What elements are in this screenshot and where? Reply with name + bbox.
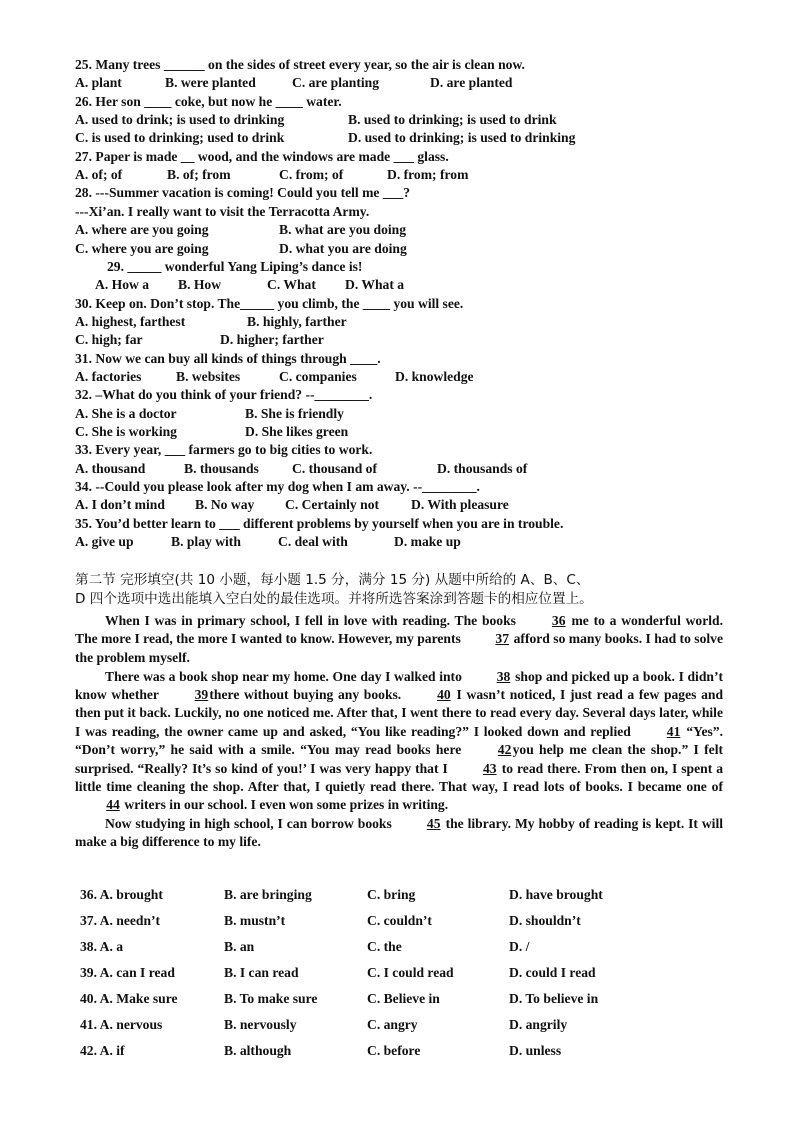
option-row <box>75 423 725 441</box>
answer-option[interactable]: D. used to drinking; is used to drinking <box>348 130 576 146</box>
question-stem: 28. ---Summer vacation is coming! Could you tell me ___? <box>75 185 411 201</box>
blank-40[interactable]: 40 <box>437 686 451 702</box>
answer-option[interactable]: B. although <box>224 1043 292 1058</box>
answer-option[interactable]: D. She likes green <box>245 424 349 439</box>
answer-option[interactable]: B. what are you doing <box>279 222 407 238</box>
option-row <box>75 496 725 514</box>
answer-option[interactable]: D. have brought <box>509 887 603 902</box>
answer-option[interactable]: D. / <box>509 939 530 954</box>
question-stem: 35. You’d better learn to ___ different problems by yourself when you are in trouble. <box>75 515 564 531</box>
answer-option[interactable]: B. I can read <box>224 965 299 980</box>
blank-43[interactable]: 43 <box>482 760 497 776</box>
blank-36[interactable]: 36 <box>551 613 566 628</box>
blank-45[interactable]: 45 <box>426 816 441 832</box>
answer-option[interactable]: C. high; far <box>75 332 143 348</box>
answer-option[interactable]: C. companies <box>279 368 357 384</box>
cloze-passage <box>75 612 723 852</box>
question-stem: 29. _____ wonderful Yang Liping’s dance is! <box>107 258 363 274</box>
answer-option[interactable]: C. where you are going <box>75 240 209 256</box>
answer-option[interactable]: C. deal with <box>278 534 348 550</box>
question-stem: 34. --Could you please look after my dog when I am away. --________. <box>75 479 480 495</box>
option-row <box>75 368 725 386</box>
answer-option[interactable]: B. mustn’t <box>224 913 286 928</box>
answer-option[interactable]: D. higher; farther <box>220 332 324 348</box>
blank-39[interactable]: 39 <box>194 686 209 702</box>
question-stem: 31. Now we can buy all kinds of things through ____. <box>75 350 381 366</box>
answer-option[interactable]: 41. A. nervous <box>80 1017 163 1032</box>
option-row <box>75 405 725 423</box>
option-row <box>75 276 725 294</box>
answer-option[interactable]: A. thousand <box>75 460 146 476</box>
answer-option[interactable]: A. give up <box>75 534 134 550</box>
blank-41[interactable]: 41 <box>666 723 681 739</box>
question-stem: 26. Her son ____ coke, but now he ____ water. <box>75 93 342 109</box>
question-stem: 27. Paper is made __ wood, and the windows are made ___ glass. <box>75 148 449 164</box>
answer-option[interactable]: C. thousand of <box>292 460 377 476</box>
question-stem: 32. –What do you think of your friend? --________. <box>75 387 373 403</box>
answer-option[interactable]: D. could I read <box>509 965 596 980</box>
answer-option[interactable]: D. are planted <box>430 75 513 91</box>
answer-option[interactable]: D. from; from <box>387 167 469 183</box>
answer-row <box>80 1016 730 1034</box>
blank-42[interactable]: 42 <box>497 742 512 758</box>
passage-paragraph-3 <box>75 815 723 852</box>
answer-option[interactable]: A. used to drink; is used to drinking <box>75 112 285 128</box>
answer-option[interactable]: C. angry <box>367 1017 418 1032</box>
passage-text: writers in our school. I even won some prizes in writing. <box>121 797 449 813</box>
passage-text: there without buying any books. <box>209 686 406 702</box>
answer-option[interactable]: C. Believe in <box>367 991 440 1006</box>
option-row <box>75 221 725 239</box>
answer-option[interactable]: 36. A. brought <box>80 887 163 902</box>
answer-option[interactable]: A. highest, farthest <box>75 313 186 329</box>
answer-row <box>80 912 730 930</box>
answer-option[interactable]: C. What <box>267 277 316 293</box>
answer-option[interactable]: A. factories <box>75 368 142 384</box>
option-row <box>75 533 725 551</box>
answer-option[interactable]: 42. A. if <box>80 1043 125 1058</box>
answer-row <box>80 1042 730 1060</box>
answer-option[interactable]: D. What a <box>345 277 405 293</box>
answer-row <box>80 990 730 1008</box>
answer-option[interactable]: C. bring <box>367 887 416 902</box>
answer-option[interactable]: D. what you are doing <box>279 240 407 256</box>
answer-option[interactable]: B. were planted <box>165 75 256 91</box>
question-stem: 30. Keep on. Don’t stop. The_____ you climb, the ____ you will see. <box>75 295 464 311</box>
passage-text: the library. My hobby of reading is kept. It will make a big difference to my life. <box>75 816 724 850</box>
answer-option[interactable]: B. highly, farther <box>247 313 347 329</box>
section-heading <box>75 571 725 609</box>
option-row <box>75 331 725 349</box>
blank-37[interactable]: 37 <box>495 631 509 647</box>
option-row <box>75 313 725 331</box>
answer-option[interactable]: B. thousands <box>184 460 259 476</box>
answer-option[interactable]: B. nervously <box>224 1017 297 1032</box>
section-heading-line-2: D 四个选项中选出能填入空白处的最佳选项。并将所选答案涂到答题卡的相应位置上。 <box>75 591 593 607</box>
answer-option[interactable]: A. How a <box>95 277 149 293</box>
answer-option[interactable]: B. How <box>178 277 222 293</box>
question-stem: 33. Every year, ___ farmers go to big cities to work. <box>75 442 373 458</box>
answer-option[interactable]: D. To believe in <box>509 991 599 1006</box>
answer-option[interactable]: C. Certainly not <box>285 497 380 513</box>
answer-option[interactable]: C. She is working <box>75 424 177 439</box>
passage-paragraph-2 <box>75 668 723 815</box>
option-row <box>75 166 725 184</box>
question-stem: 25. Many trees ______ on the sides of street every year, so the air is clean now. <box>75 57 525 72</box>
answer-option[interactable]: D. With pleasure <box>411 497 509 513</box>
option-row <box>75 129 725 147</box>
answer-option[interactable]: C. from; of <box>279 167 344 183</box>
answer-option[interactable]: D. knowledge <box>395 368 474 384</box>
passage-text: When I was in primary school, I fell in love with reading. The books <box>105 613 521 628</box>
answer-option[interactable]: B. used to drinking; is used to drink <box>348 112 557 128</box>
answer-option[interactable]: C. I could read <box>367 965 454 980</box>
passage-paragraph-1 <box>75 612 723 667</box>
answer-option[interactable]: C. before <box>367 1043 421 1058</box>
answer-option[interactable]: C. is used to drinking; used to drink <box>75 130 285 146</box>
passage-text: to read there. From then on, I spent a little time cleaning the shop. After that, I quietly read there. That way, I read lots of books. I became one of <box>75 760 723 794</box>
passage-text: you help me clean the shop.” I felt surprised. “Really? It’s so kind of you!’ I was very happy that I <box>75 742 723 776</box>
answer-option[interactable]: A. of; of <box>75 167 123 183</box>
answer-option[interactable]: D. angrily <box>509 1017 568 1032</box>
passage-text: Now studying in high school, I can borrow books <box>105 816 396 832</box>
passage-text: I wasn’t noticed, I just read a few pages and then put it back. Luckily, no one noticed me. After that, I went there to read every day. Several days later, while I was reading, the owner came up and asked, “You like reading?” I looked down and replied <box>75 686 724 739</box>
question-stem-reply: ---Xi’an. I really want to visit the Terracotta Army. <box>75 203 370 219</box>
answer-row <box>80 964 730 982</box>
answer-option[interactable]: A. plant <box>75 75 122 91</box>
answer-option[interactable]: B. play with <box>171 534 241 550</box>
answer-option[interactable]: A. She is a doctor <box>75 405 177 421</box>
option-row <box>75 240 725 258</box>
answer-option[interactable]: C. couldn’t <box>367 913 432 928</box>
answer-option[interactable]: D. unless <box>509 1043 562 1058</box>
passage-text: afford so many books. I had to solve the problem myself. <box>75 631 723 665</box>
option-row <box>75 74 725 92</box>
passage-text: “Yes”. “Don’t worry,” he said with a smile. “You may read books here <box>75 723 723 758</box>
answer-option[interactable]: B. of; from <box>167 167 231 183</box>
passage-text: shop and picked up a book. I didn’t know whether <box>75 668 724 702</box>
answer-option[interactable]: B. No way <box>195 497 255 513</box>
answer-row <box>80 938 730 956</box>
passage-text: There was a book shop near my home. One day I walked into <box>105 668 466 684</box>
option-row <box>75 460 725 478</box>
answer-option[interactable]: B. She is friendly <box>245 405 344 421</box>
answer-option[interactable]: B. an <box>224 939 255 954</box>
passage-text: me to a wonderful world. The more I read, the more I wanted to know. However, my parents <box>75 613 723 647</box>
answer-row <box>80 886 730 904</box>
answer-option[interactable]: C. are planting <box>292 75 379 91</box>
answer-option[interactable]: D. shouldn’t <box>509 913 581 928</box>
blank-38[interactable]: 38 <box>496 668 511 684</box>
answer-option[interactable]: C. the <box>367 939 402 954</box>
option-row <box>75 111 725 129</box>
answer-option[interactable]: A. where are you going <box>75 222 209 238</box>
answer-option[interactable]: 38. A. a <box>80 939 124 954</box>
blank-44[interactable]: 44 <box>106 797 120 813</box>
answer-option[interactable]: D. make up <box>394 534 461 550</box>
answer-option[interactable]: 39. A. can I read <box>80 965 175 980</box>
answer-option[interactable]: B. are bringing <box>224 887 312 902</box>
answer-option[interactable]: B. To make sure <box>224 991 318 1006</box>
answer-option[interactable]: A. I don’t mind <box>75 497 165 513</box>
answer-option[interactable]: 40. A. Make sure <box>80 991 178 1006</box>
answer-option[interactable]: 37. A. needn’t <box>80 913 161 928</box>
answer-option[interactable]: D. thousands of <box>437 460 528 476</box>
section-heading-line-1: 第二节 完形填空(共 10 小题，每小题 1.5 分，满分 15 分) 从题中所给的 A、B、C、 <box>75 572 590 588</box>
answer-option[interactable]: B. websites <box>176 368 241 384</box>
